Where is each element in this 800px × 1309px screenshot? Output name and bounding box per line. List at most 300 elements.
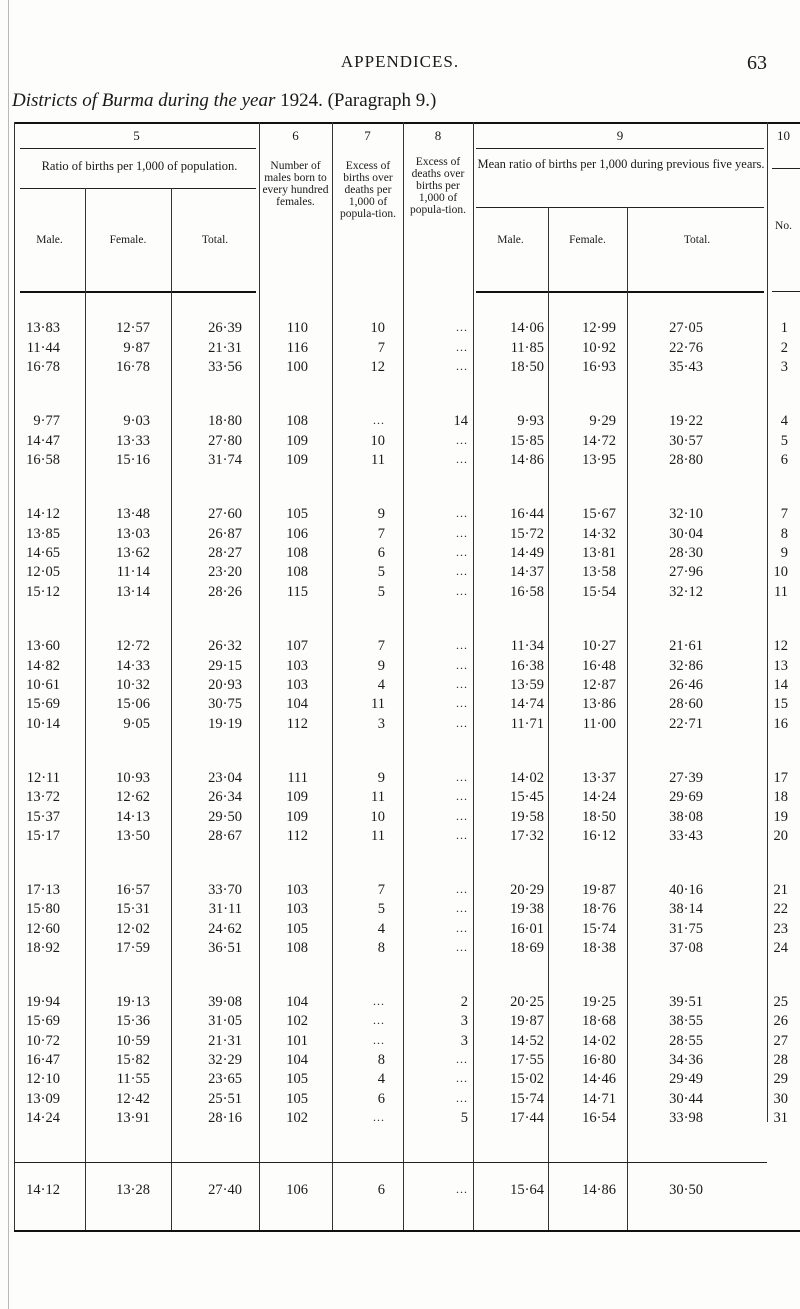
row-29-total: 23·65	[208, 1071, 242, 1087]
row-25-total: 39·08	[208, 994, 242, 1010]
row-8-female: 13·03	[116, 526, 150, 542]
row-10-total: 23·20	[208, 564, 242, 580]
colnum-5: 5	[133, 128, 140, 143]
row-4-mean-female: 9·29	[589, 413, 616, 429]
caption-rest: 1924. (Paragraph 9.)	[275, 90, 437, 111]
page-header	[0, 52, 800, 76]
row-11-mean-male: 16·58	[510, 584, 544, 600]
row-11-mean-female: 15·54	[582, 584, 616, 600]
row-22-mean-female: 18·76	[582, 901, 616, 917]
row-14-mean-male: 13·59	[510, 677, 544, 693]
row-20-no: 20	[773, 828, 788, 844]
row-30-excess-births: 6	[377, 1091, 385, 1107]
row-4-per100: 108	[286, 413, 308, 429]
row-1-mean-female: 12·99	[582, 320, 616, 336]
row-14-female: 10·32	[116, 677, 150, 693]
row-31-female: 13·91	[116, 1110, 150, 1126]
row-30-mean-total: 30·44	[669, 1091, 703, 1107]
totals-top-rule	[14, 1162, 767, 1163]
row-30-per100: 105	[286, 1091, 308, 1107]
rule-under-col9	[476, 148, 764, 149]
row-29-female: 11·55	[116, 1071, 150, 1087]
row-17-excess-births: 9	[377, 770, 385, 786]
row-25-mean-total: 39·51	[669, 994, 703, 1010]
row-28-excess-births: 8	[377, 1052, 385, 1068]
row-24-excess-deaths: ...	[456, 940, 468, 954]
row-7-mean-male: 16·44	[510, 506, 544, 522]
colnum-6: 6	[292, 128, 299, 143]
row-16-mean-total: 22·71	[669, 716, 703, 732]
row-26-mean-total: 38·55	[669, 1013, 703, 1029]
row-17-excess-deaths: ...	[456, 770, 468, 784]
row-31-total: 28·16	[208, 1110, 242, 1126]
row-24-per100: 108	[286, 940, 308, 956]
row-19-excess-births: 10	[370, 809, 385, 825]
row-30-female: 12·42	[116, 1091, 150, 1107]
row-10-no: 10	[773, 564, 788, 580]
row-26-excess-deaths: 3	[460, 1013, 468, 1029]
row-8-total: 26·87	[208, 526, 242, 542]
row-11-mean-total: 32·12	[669, 584, 703, 600]
row-19-per100: 109	[286, 809, 308, 825]
row-15-per100: 104	[286, 696, 308, 712]
row-3-mean-female: 16·93	[582, 359, 616, 375]
row-27-no: 27	[773, 1033, 788, 1049]
row-29-mean-female: 14·46	[582, 1071, 616, 1087]
row-9-mean-total: 28·30	[669, 545, 703, 561]
row-28-no: 28	[773, 1052, 788, 1068]
colnum-8: 8	[434, 128, 442, 143]
row-12-mean-total: 21·61	[669, 638, 703, 654]
row-9-total: 28·27	[208, 545, 242, 561]
row-26-no: 26	[773, 1013, 788, 1029]
row-30-excess-deaths: ...	[456, 1091, 468, 1105]
row-12-per100: 107	[286, 638, 308, 654]
table-bottom-rule	[14, 1230, 800, 1232]
row-28-female: 15·82	[116, 1052, 150, 1068]
row-23-mean-male: 16·01	[510, 921, 544, 937]
statistics-table	[0, 122, 800, 1232]
row-17-mean-female: 13·37	[582, 770, 616, 786]
row-4-excess-births: ...	[373, 413, 385, 427]
row-26-excess-births: ...	[373, 1013, 385, 1027]
row-31-no: 31	[773, 1110, 788, 1126]
row-12-no: 12	[773, 638, 788, 654]
row-14-no: 14	[773, 677, 788, 693]
row-23-mean-female: 15·74	[582, 921, 616, 937]
row-9-excess-deaths: ...	[456, 545, 468, 559]
row-10-excess-births: 5	[377, 564, 385, 580]
row-31-excess-births: ...	[373, 1110, 385, 1124]
row-17-mean-total: 27·39	[669, 770, 703, 786]
row-16-total: 19·19	[208, 716, 242, 732]
row-22-total: 31·11	[208, 901, 242, 917]
row-23-excess-births: 4	[377, 921, 385, 937]
row-25-male: 19·94	[26, 994, 60, 1010]
row-9-female: 13·62	[116, 545, 150, 561]
running-head: APPENDICES.	[340, 52, 460, 71]
totals-excess-births: 6	[377, 1182, 385, 1198]
row-3-female: 16·78	[116, 359, 150, 375]
header-total: Total.	[201, 234, 229, 246]
row-8-excess-births: 7	[377, 526, 385, 542]
totals-male: 14·12	[26, 1182, 60, 1198]
row-24-male: 18·92	[26, 940, 60, 956]
row-23-per100: 105	[286, 921, 308, 937]
totals-per100: 106	[286, 1182, 308, 1198]
row-1-no: 1	[780, 320, 788, 336]
row-27-male: 10·72	[26, 1033, 60, 1049]
row-13-per100: 103	[286, 658, 308, 674]
row-26-female: 15·36	[116, 1013, 150, 1029]
row-28-mean-total: 34·36	[669, 1052, 703, 1068]
row-24-total: 36·51	[208, 940, 242, 956]
row-2-male: 11·44	[26, 340, 60, 356]
row-5-per100: 109	[286, 433, 308, 449]
row-10-female: 11·14	[116, 564, 150, 580]
row-26-male: 15·69	[26, 1013, 60, 1029]
row-1-female: 12·57	[116, 320, 150, 336]
row-12-mean-female: 10·27	[582, 638, 616, 654]
row-27-female: 10·59	[116, 1033, 150, 1049]
row-3-excess-births: 12	[370, 359, 385, 375]
row-7-excess-deaths: ...	[456, 506, 468, 520]
row-23-mean-total: 31·75	[669, 921, 703, 937]
header-mean-male: Male.	[497, 234, 524, 246]
row-21-per100: 103	[286, 882, 308, 898]
row-18-male: 13·72	[26, 789, 60, 805]
row-8-excess-deaths: ...	[456, 526, 468, 540]
row-11-excess-births: 5	[377, 584, 385, 600]
row-19-excess-deaths: ...	[456, 809, 468, 823]
row-31-mean-male: 17·44	[510, 1110, 544, 1126]
row-5-mean-male: 15·85	[510, 433, 544, 449]
row-10-mean-male: 14·37	[510, 564, 544, 580]
row-12-excess-births: 7	[377, 638, 385, 654]
row-14-per100: 103	[286, 677, 308, 693]
row-9-mean-female: 13·81	[582, 545, 616, 561]
row-18-excess-births: 11	[371, 789, 385, 805]
row-22-mean-total: 38·14	[669, 901, 703, 917]
row-1-mean-male: 14·06	[510, 320, 544, 336]
row-28-total: 32·29	[208, 1052, 242, 1068]
row-30-no: 30	[773, 1091, 788, 1107]
row-29-no: 29	[773, 1071, 788, 1087]
row-2-total: 21·31	[208, 340, 242, 356]
row-24-female: 17·59	[116, 940, 150, 956]
row-7-female: 13·48	[116, 506, 150, 522]
row-5-excess-births: 10	[370, 433, 385, 449]
colnum-10: 10	[777, 128, 790, 143]
row-5-male: 14·47	[26, 433, 60, 449]
header-male: Male.	[36, 234, 63, 246]
row-15-mean-total: 28·60	[669, 696, 703, 712]
row-4-male: 9·77	[33, 413, 60, 429]
header-males-per-hundred: Number of males born to every hundred females.	[262, 160, 329, 208]
row-13-mean-male: 16·38	[510, 658, 544, 674]
row-25-no: 25	[773, 994, 788, 1010]
row-7-mean-female: 15·67	[582, 506, 616, 522]
row-28-mean-female: 16·80	[582, 1052, 616, 1068]
row-11-female: 13·14	[116, 584, 150, 600]
row-28-male: 16·47	[26, 1052, 60, 1068]
row-12-excess-deaths: ...	[456, 638, 468, 652]
colnum-9: 9	[616, 128, 624, 143]
header-female: Female.	[109, 234, 147, 246]
row-10-mean-total: 27·96	[669, 564, 703, 580]
row-1-total: 26·39	[208, 320, 242, 336]
row-27-total: 21·31	[208, 1033, 242, 1049]
row-3-mean-total: 35·43	[669, 359, 703, 375]
row-5-no: 5	[780, 433, 788, 449]
row-21-mean-total: 40·16	[669, 882, 703, 898]
row-4-mean-total: 19·22	[669, 413, 703, 429]
row-16-no: 16	[773, 716, 788, 732]
row-18-no: 18	[773, 789, 788, 805]
row-16-mean-female: 11·00	[582, 716, 616, 732]
row-31-mean-total: 33·98	[669, 1110, 703, 1126]
row-6-no: 6	[780, 452, 788, 468]
row-2-mean-total: 22·76	[669, 340, 703, 356]
row-13-mean-female: 16·48	[582, 658, 616, 674]
row-13-excess-births: 9	[377, 658, 385, 674]
row-20-excess-deaths: ...	[456, 828, 468, 842]
row-17-total: 23·04	[208, 770, 242, 786]
row-21-mean-male: 20·29	[510, 882, 544, 898]
header-mean-ratio: Mean ratio of births per 1,000 during previous five years.	[477, 157, 765, 171]
row-17-per100: 111	[287, 770, 308, 786]
row-9-excess-births: 6	[377, 545, 385, 561]
row-8-no: 8	[780, 526, 788, 542]
row-24-no: 24	[773, 940, 788, 956]
row-30-mean-male: 15·74	[510, 1091, 544, 1107]
row-20-mean-male: 17·32	[510, 828, 544, 844]
row-23-no: 23	[773, 921, 788, 937]
row-19-female: 14·13	[116, 809, 150, 825]
row-31-mean-female: 16·54	[582, 1110, 616, 1126]
row-25-mean-female: 19·25	[582, 994, 616, 1010]
row-27-mean-male: 14·52	[510, 1033, 544, 1049]
row-23-female: 12·02	[116, 921, 150, 937]
row-9-mean-male: 14·49	[510, 545, 544, 561]
row-19-total: 29·50	[208, 809, 242, 825]
totals-mean-female: 14·86	[582, 1182, 616, 1198]
header-excess-births: Excess of births over deaths per 1,000 of popula-tion.	[340, 160, 396, 220]
row-15-female: 15·06	[116, 696, 150, 712]
row-8-mean-male: 15·72	[510, 526, 544, 542]
row-20-female: 13·50	[116, 828, 150, 844]
row-1-excess-deaths: ...	[456, 320, 468, 334]
row-15-excess-deaths: ...	[456, 696, 468, 710]
row-10-per100: 108	[286, 564, 308, 580]
row-21-male: 17·13	[26, 882, 60, 898]
row-23-total: 24·62	[208, 921, 242, 937]
row-25-female: 19·13	[116, 994, 150, 1010]
row-16-mean-male: 11·71	[510, 716, 544, 732]
table-caption	[12, 90, 436, 112]
row-20-male: 15·17	[26, 828, 60, 844]
row-21-female: 16·57	[116, 882, 150, 898]
row-31-excess-deaths: 5	[460, 1110, 468, 1126]
row-2-mean-female: 10·92	[582, 340, 616, 356]
row-17-no: 17	[773, 770, 788, 786]
row-22-mean-male: 19·38	[510, 901, 544, 917]
row-23-male: 12·60	[26, 921, 60, 937]
row-20-excess-births: 11	[371, 828, 385, 844]
row-16-excess-deaths: ...	[456, 716, 468, 730]
row-4-excess-deaths: 14	[453, 413, 468, 429]
row-21-mean-female: 19·87	[582, 882, 616, 898]
row-22-excess-deaths: ...	[456, 901, 468, 915]
row-15-mean-male: 14·74	[510, 696, 544, 712]
row-14-excess-births: 4	[377, 677, 385, 693]
header-bottom-rule-2	[476, 291, 764, 293]
header-bottom-rule-3	[772, 291, 800, 292]
row-21-total: 33·70	[208, 882, 242, 898]
row-24-mean-male: 18·69	[510, 940, 544, 956]
row-29-excess-births: 4	[377, 1071, 385, 1087]
row-26-mean-female: 18·68	[582, 1013, 616, 1029]
row-4-mean-male: 9·93	[517, 413, 544, 429]
header-no: No.	[775, 220, 792, 232]
row-11-total: 28·26	[208, 584, 242, 600]
rule-under-group5	[20, 188, 256, 189]
row-5-total: 27·80	[208, 433, 242, 449]
row-15-no: 15	[773, 696, 788, 712]
row-17-male: 12·11	[26, 770, 60, 786]
totals-excess-deaths: ...	[456, 1182, 468, 1196]
row-10-excess-deaths: ...	[456, 564, 468, 578]
row-1-excess-births: 10	[370, 320, 385, 336]
row-25-mean-male: 20·25	[510, 994, 544, 1010]
row-23-excess-deaths: ...	[456, 921, 468, 935]
row-2-no: 2	[780, 340, 788, 356]
row-6-mean-total: 28·80	[669, 452, 703, 468]
row-31-male: 14·24	[26, 1110, 60, 1126]
row-9-male: 14·65	[26, 545, 60, 561]
row-2-per100: 116	[286, 340, 308, 356]
row-17-female: 10·93	[116, 770, 150, 786]
row-12-female: 12·72	[116, 638, 150, 654]
row-13-no: 13	[773, 658, 788, 674]
row-24-excess-births: 8	[377, 940, 385, 956]
row-27-mean-female: 14·02	[582, 1033, 616, 1049]
row-20-mean-total: 33·43	[669, 828, 703, 844]
row-16-male: 10·14	[26, 716, 60, 732]
row-18-per100: 109	[286, 789, 308, 805]
row-27-excess-births: ...	[373, 1033, 385, 1047]
row-6-female: 15·16	[116, 452, 150, 468]
row-15-male: 15·69	[26, 696, 60, 712]
caption-italic: Districts of Burma during the year	[12, 90, 276, 111]
row-21-excess-births: 7	[377, 882, 385, 898]
row-19-mean-female: 18·50	[582, 809, 616, 825]
header-mean-female: Female.	[569, 234, 606, 246]
row-29-mean-total: 29·49	[669, 1071, 703, 1087]
row-26-total: 31·05	[208, 1013, 242, 1029]
row-1-per100: 110	[286, 320, 308, 336]
row-1-mean-total: 27·05	[669, 320, 703, 336]
row-6-excess-births: 11	[371, 452, 385, 468]
row-26-mean-male: 19·87	[510, 1013, 544, 1029]
row-15-total: 30·75	[208, 696, 242, 712]
totals-total: 27·40	[208, 1182, 242, 1198]
row-24-mean-female: 18·38	[582, 940, 616, 956]
row-3-mean-male: 18·50	[510, 359, 544, 375]
header-bottom-rule-1	[20, 291, 256, 293]
header-excess-deaths: Excess of deaths over births per 1,000 of popula-tion.	[410, 156, 466, 216]
row-29-mean-male: 15·02	[510, 1071, 544, 1087]
row-9-per100: 108	[286, 545, 308, 561]
row-19-mean-total: 38·08	[669, 809, 703, 825]
row-22-excess-births: 5	[377, 901, 385, 917]
row-5-excess-deaths: ...	[456, 433, 468, 447]
row-29-male: 12·10	[26, 1071, 60, 1087]
row-14-male: 10·61	[26, 677, 60, 693]
row-8-mean-total: 30·04	[669, 526, 703, 542]
row-18-mean-female: 14·24	[582, 789, 616, 805]
row-8-male: 13·85	[26, 526, 60, 542]
row-28-excess-deaths: ...	[456, 1052, 468, 1066]
row-16-excess-births: 3	[377, 716, 385, 732]
totals-mean-male: 15·64	[510, 1182, 544, 1198]
row-19-mean-male: 19·58	[510, 809, 544, 825]
row-5-mean-female: 14·72	[582, 433, 616, 449]
row-29-per100: 105	[286, 1071, 308, 1087]
header-mean-total: Total.	[683, 234, 711, 246]
row-3-male: 16·78	[26, 359, 60, 375]
row-7-no: 7	[780, 506, 788, 522]
row-27-excess-deaths: 3	[460, 1033, 468, 1049]
rule-under-group9	[476, 207, 764, 208]
row-13-female: 14·33	[116, 658, 150, 674]
row-26-per100: 102	[286, 1013, 308, 1029]
row-20-mean-female: 16·12	[582, 828, 616, 844]
row-18-mean-male: 15·45	[510, 789, 544, 805]
row-11-male: 15·12	[26, 584, 60, 600]
row-18-mean-total: 29·69	[669, 789, 703, 805]
row-11-per100: 115	[286, 584, 308, 600]
row-29-excess-deaths: ...	[456, 1071, 468, 1085]
row-27-per100: 101	[286, 1033, 308, 1049]
totals-mean-total: 30·50	[669, 1182, 703, 1198]
row-7-excess-births: 9	[377, 506, 385, 522]
row-31-per100: 102	[286, 1110, 308, 1126]
row-24-mean-total: 37·08	[669, 940, 703, 956]
row-11-excess-deaths: ...	[456, 584, 468, 598]
row-6-total: 31·74	[208, 452, 242, 468]
row-30-male: 13·09	[26, 1091, 60, 1107]
row-2-female: 9·87	[123, 340, 150, 356]
table-top-rule	[14, 122, 800, 124]
row-3-excess-deaths: ...	[456, 359, 468, 373]
row-2-excess-deaths: ...	[456, 340, 468, 354]
row-16-per100: 112	[286, 716, 308, 732]
row-7-total: 27·60	[208, 506, 242, 522]
row-18-female: 12·62	[116, 789, 150, 805]
row-16-female: 9·05	[123, 716, 150, 732]
colnum-7: 7	[364, 128, 371, 143]
row-27-mean-total: 28·55	[669, 1033, 703, 1049]
row-22-female: 15·31	[116, 901, 150, 917]
row-9-no: 9	[780, 545, 788, 561]
row-3-total: 33·56	[208, 359, 242, 375]
row-4-no: 4	[780, 413, 788, 429]
row-7-mean-total: 32·10	[669, 506, 703, 522]
row-12-male: 13·60	[26, 638, 60, 654]
row-10-male: 12·05	[26, 564, 60, 580]
row-13-mean-total: 32·86	[669, 658, 703, 674]
